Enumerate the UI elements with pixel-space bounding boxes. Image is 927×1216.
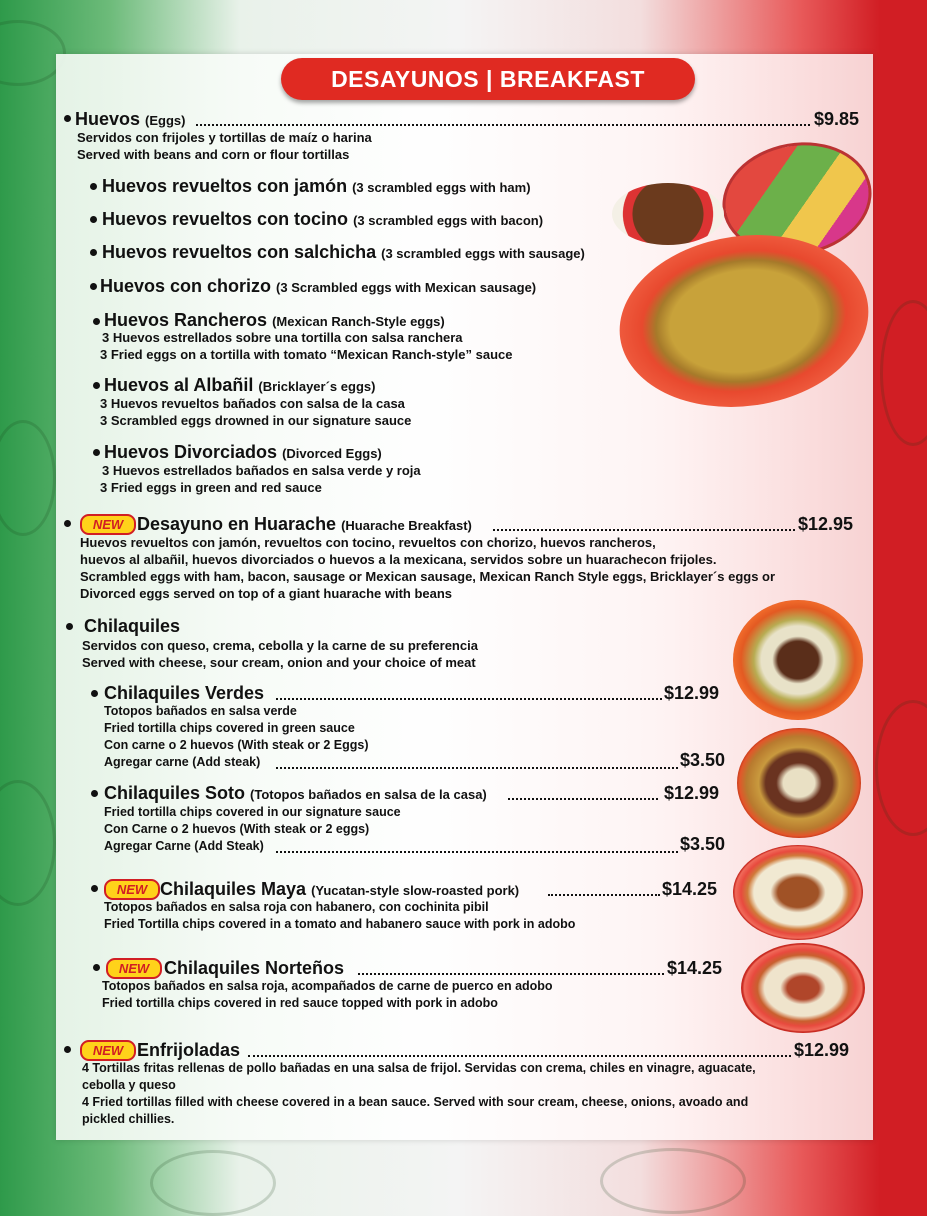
background-sketch: [880, 300, 927, 446]
background-sketch: [0, 420, 56, 536]
item-price: $14.25: [667, 958, 723, 978]
item-price: $14.25: [662, 879, 718, 899]
sub-item: Huevos Divorciados (Divorced Eggs): [104, 442, 382, 462]
bullet: [90, 283, 97, 290]
bullet: [93, 964, 100, 971]
add-on: Agregar Carne (Add Steak): [104, 839, 264, 853]
item-desc: Con carne o 2 huevos (With steak or 2 Eggs): [104, 738, 369, 752]
dot-leader: [248, 1055, 791, 1057]
dot-leader: [508, 798, 658, 800]
item-desc: Served with beans and corn or flour tortillas: [77, 147, 350, 162]
new-badge: NEW: [104, 879, 160, 900]
new-badge: NEW: [106, 958, 162, 979]
item-price: $12.99: [794, 1040, 850, 1060]
chilaquiles-maya-photo: [733, 845, 863, 940]
dot-leader: [548, 894, 660, 896]
item-desc: 3 Huevos revueltos bañados con salsa de la casa: [100, 396, 405, 411]
item-name: Huevos (Eggs): [75, 109, 186, 129]
item-desc: cebolla y queso: [82, 1078, 176, 1092]
bullet: [64, 1046, 71, 1053]
chilaquiles-nortenos-photo: [741, 943, 865, 1033]
background-sketch: [150, 1150, 276, 1216]
item-desc: 4 Fried tortillas filled with cheese covered in a bean sauce. Served with sour cream, cheese, onions, avoado and: [82, 1095, 749, 1109]
bullet: [91, 690, 98, 697]
item-desc: 3 Fried eggs in green and red sauce: [100, 480, 322, 495]
item-desc: Fried tortilla chips covered in red sauce topped with pork in adobo: [102, 996, 498, 1010]
sub-item: Huevos revueltos con salchicha (3 scrambled eggs with sausage): [102, 242, 585, 262]
item-desc: Huevos revueltos con jamón, revueltos con tocino, revueltos con chorizo, huevos rancheros,: [80, 535, 656, 550]
add-on-price: $3.50: [680, 750, 726, 770]
item-desc: Divorced eggs served on top of a giant huarache with beans: [80, 586, 453, 601]
item-name: Chilaquiles: [84, 616, 181, 636]
item-price: $12.95: [798, 514, 854, 534]
bullet: [93, 449, 100, 456]
item-desc: 3 Huevos estrellados sobre una tortilla con salsa ranchera: [102, 330, 463, 345]
sub-item: Chilaquiles Maya (Yucatan-style slow-roasted pork): [160, 879, 520, 899]
item-desc: huevos al albañil, huevos divorciados o huevos a la mexicana, servidos sobre un huarachecon frijoles.: [80, 552, 717, 567]
sub-item: Huevos revueltos con jamón (3 scrambled eggs with ham): [102, 176, 531, 196]
item-desc: Fried tortilla chips covered in green sauce: [104, 721, 355, 735]
item-desc: Con Carne o 2 huevos (With steak or 2 eggs): [104, 822, 370, 836]
sub-item: Chilaquiles Soto (Totopos bañados en salsa de la casa): [104, 783, 487, 803]
bullet: [93, 318, 100, 325]
item-name: Enfrijoladas: [137, 1040, 241, 1060]
bullet: [66, 623, 73, 630]
item-desc: Fried Tortilla chips covered in a tomato and habanero sauce with pork in adobo: [104, 917, 576, 931]
item-name: Desayuno en Huarache (Huarache Breakfast): [137, 514, 472, 534]
section-title: DESAYUNOS | BREAKFAST: [281, 58, 695, 100]
item-price: $12.99: [664, 783, 720, 803]
new-badge: NEW: [80, 1040, 136, 1061]
sub-item: Huevos al Albañil (Bricklayer´s eggs): [104, 375, 376, 395]
chilaquiles-soto-photo: [737, 728, 861, 838]
item-desc: 4 Tortillas fritas rellenas de pollo bañadas en una salsa de frijol. Servidas con crema, chiles en vinagre, aguacate,: [82, 1061, 756, 1075]
item-price: $9.85: [814, 109, 860, 129]
sub-item: Huevos con chorizo (3 Scrambled eggs with Mexican sausage): [100, 276, 537, 296]
dot-leader: [276, 698, 662, 700]
dot-leader: [276, 851, 678, 853]
bullet: [90, 249, 97, 256]
item-desc: Scrambled eggs with ham, bacon, sausage or Mexican sausage, Mexican Ranch Style eggs, Bricklayer´s eggs or: [80, 569, 776, 584]
background-sketch: [600, 1148, 746, 1214]
bullet: [90, 216, 97, 223]
add-on-price: $3.50: [680, 834, 726, 854]
item-desc: Servidos con queso, crema, cebolla y la carne de su preferencia: [82, 638, 478, 653]
sub-item: Chilaquiles Norteños: [164, 958, 345, 978]
item-desc: 3 Scrambled eggs drowned in our signature sauce: [100, 413, 412, 428]
sub-item: Huevos Rancheros (Mexican Ranch-Style eggs): [104, 310, 445, 330]
add-on: Agregar carne (Add steak): [104, 755, 261, 769]
item-desc: 3 Huevos estrellados bañados en salsa verde y roja: [102, 463, 421, 478]
dot-leader: [493, 529, 795, 531]
dot-leader: [196, 124, 810, 126]
background-sketch: [875, 700, 927, 836]
item-price: $12.99: [664, 683, 720, 703]
sub-item: Chilaquiles Verdes: [104, 683, 265, 703]
sub-item: Huevos revueltos con tocino (3 scrambled eggs with bacon): [102, 209, 544, 229]
bullet: [64, 115, 71, 122]
item-desc: Totopos bañados en salsa verde: [104, 704, 297, 718]
bullet: [90, 183, 97, 190]
new-badge: NEW: [80, 514, 136, 535]
item-desc: 3 Fried eggs on a tortilla with tomato “Mexican Ranch-style” sauce: [100, 347, 513, 362]
item-desc: Fried tortilla chips covered in our signature sauce: [104, 805, 401, 819]
item-desc: pickled chillies.: [82, 1112, 175, 1126]
bullet: [91, 790, 98, 797]
dot-leader: [276, 767, 678, 769]
chilaquiles-verdes-photo: [733, 600, 863, 720]
item-desc: Servidos con frijoles y tortillas de maíz o harina: [77, 130, 372, 145]
item-desc: Totopos bañados en salsa roja con habanero, con cochinita pibil: [104, 900, 489, 914]
item-desc: Totopos bañados en salsa roja, acompañados de carne de puerco en adobo: [102, 979, 553, 993]
dot-leader: [358, 973, 664, 975]
item-desc: Served with cheese, sour cream, onion and your choice of meat: [82, 655, 476, 670]
bullet: [93, 382, 100, 389]
bullet: [64, 520, 71, 527]
bullet: [91, 885, 98, 892]
background-sketch: [0, 780, 56, 906]
